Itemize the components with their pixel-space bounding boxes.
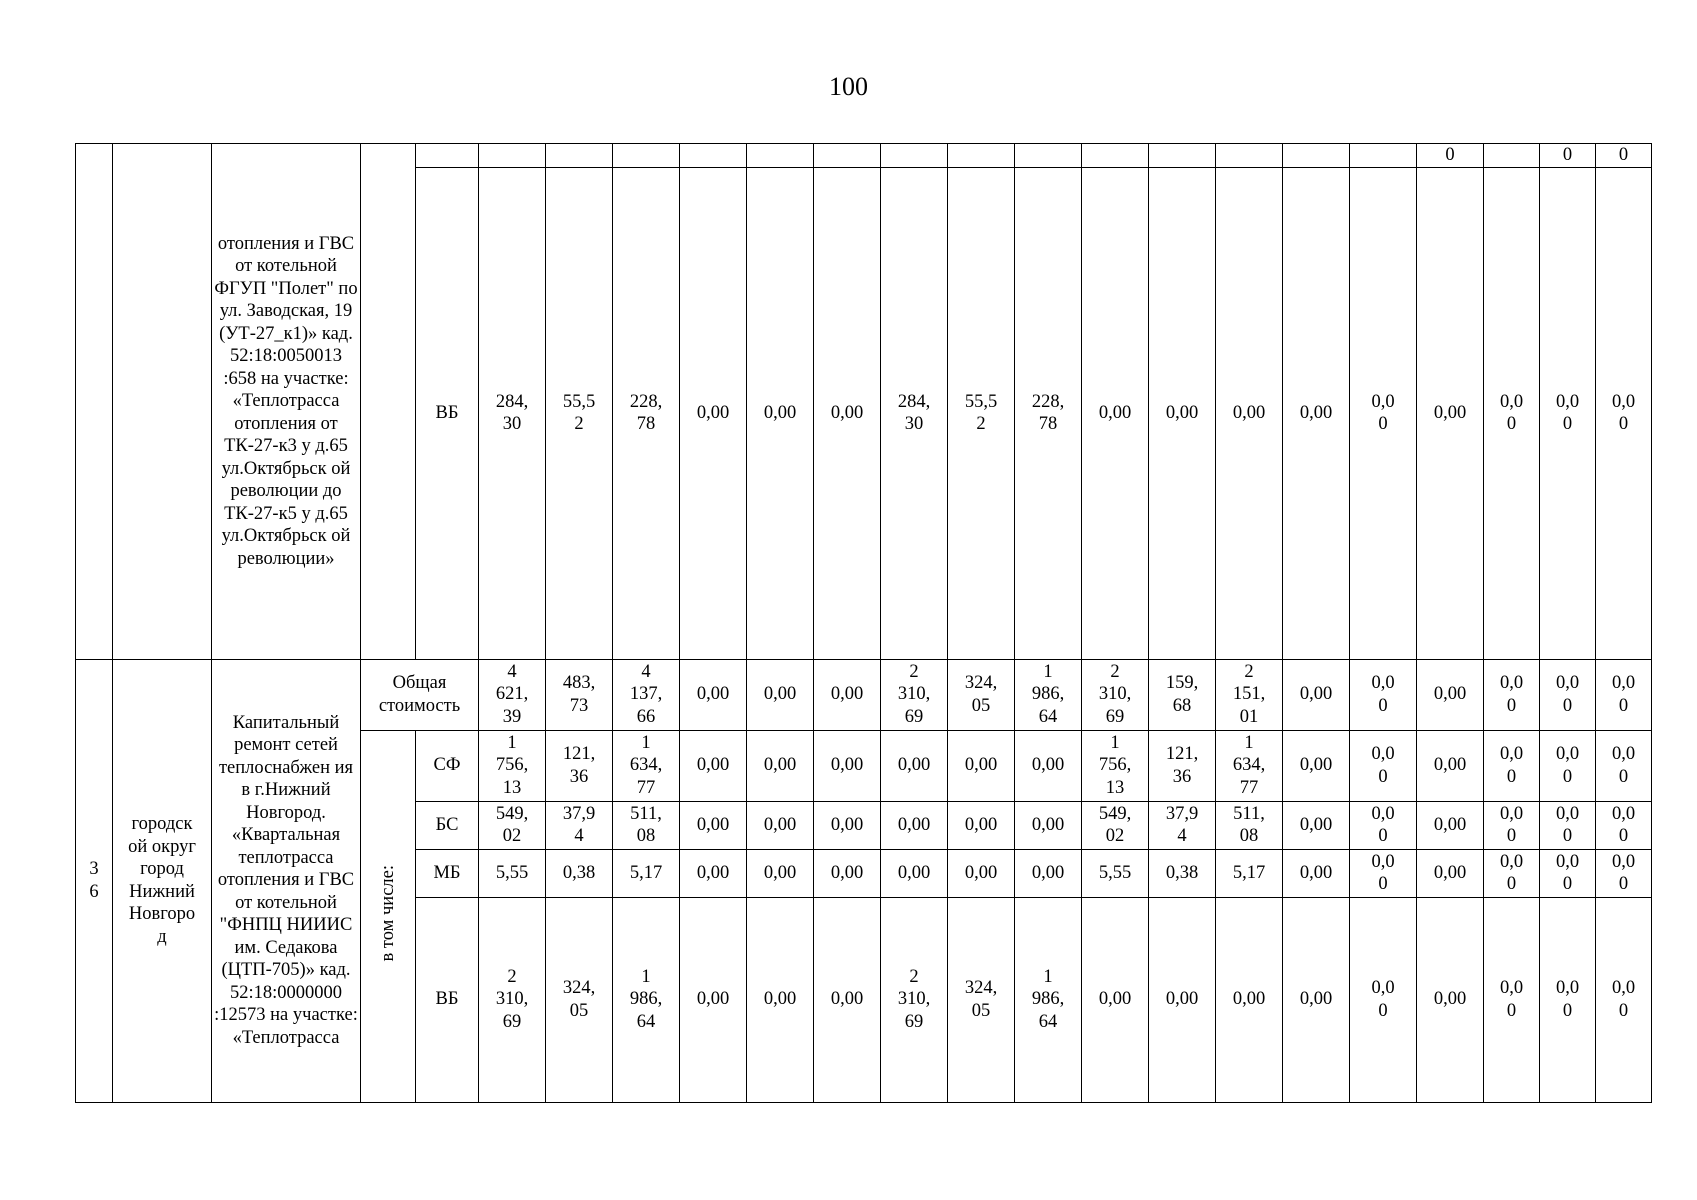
value-cell: 0,00: [1417, 801, 1484, 849]
value-cell: 0,00: [747, 897, 814, 1102]
strip-cell: [747, 144, 814, 168]
value-cell: 0,0 0: [1596, 167, 1652, 659]
strip-cell: [613, 144, 680, 168]
value-cell: 2 310, 69: [1082, 659, 1149, 730]
value-cell: 511, 08: [1216, 801, 1283, 849]
prev-row-label-cell: [361, 144, 416, 660]
row-label: БС: [416, 801, 479, 849]
value-cell: 0,0 0: [1596, 659, 1652, 730]
row-number: 3 6: [76, 659, 113, 1102]
value-cell: 1 756, 13: [1082, 730, 1149, 801]
value-cell: 0,00: [1417, 730, 1484, 801]
value-cell: 4 137, 66: [613, 659, 680, 730]
value-cell: 0,00: [1417, 167, 1484, 659]
strip-cell: [546, 144, 613, 168]
value-cell: 1 986, 64: [1015, 659, 1082, 730]
value-cell: 0,00: [881, 849, 948, 897]
value-cell: 284, 30: [479, 167, 546, 659]
value-cell: 549, 02: [479, 801, 546, 849]
strip-cell: [948, 144, 1015, 168]
value-cell: 0,00: [948, 730, 1015, 801]
value-cell: 228, 78: [1015, 167, 1082, 659]
value-cell: 0,00: [747, 167, 814, 659]
value-cell: 0,00: [1015, 730, 1082, 801]
value-cell: 0,00: [680, 897, 747, 1102]
value-cell: 0,00: [680, 801, 747, 849]
value-cell: 1 634, 77: [613, 730, 680, 801]
strip-cell: [1216, 144, 1283, 168]
strip-cell: [1149, 144, 1216, 168]
value-cell: 0,00: [881, 801, 948, 849]
value-cell: 5,17: [1216, 849, 1283, 897]
value-cell: 0,0 0: [1596, 897, 1652, 1102]
row-label: МБ: [416, 849, 479, 897]
prev-row-strip: [76, 144, 1652, 168]
value-cell: 5,55: [479, 849, 546, 897]
value-cell: 0,00: [747, 730, 814, 801]
row-label: СФ: [416, 730, 479, 801]
value-cell: 0,00: [814, 801, 881, 849]
value-cell: 0,0 0: [1484, 897, 1540, 1102]
value-cell: 0,38: [546, 849, 613, 897]
value-cell: 0,0 0: [1484, 167, 1540, 659]
value-cell: 2 310, 69: [881, 897, 948, 1102]
value-cell: 549, 02: [1082, 801, 1149, 849]
value-cell: 2 310, 69: [881, 659, 948, 730]
value-cell: 0,0 0: [1350, 167, 1417, 659]
value-cell: 0,00: [814, 897, 881, 1102]
strip-cell: 0: [1540, 144, 1596, 168]
strip-cell: [680, 144, 747, 168]
value-cell: 0,00: [881, 730, 948, 801]
strip-cell: [416, 144, 479, 168]
value-cell: 511, 08: [613, 801, 680, 849]
value-cell: 0,0 0: [1484, 849, 1540, 897]
prev-row-description: отопления и ГВС от котельной ФГУП "Полет" по ул. Заводская, 19 (УТ-27_к1)» кад. 52:18:0050013 :658 на участке: «Теплотрасса отопления от ТК-27-к3 у д.65 ул.Октябрьск ой революции до ТК-27-к5 у д.65 ул.Октябрьск ой революции»: [212, 144, 361, 660]
value-cell: 0,00: [1283, 167, 1350, 659]
value-cell: 228, 78: [613, 167, 680, 659]
prev-row-number-cell: [76, 144, 113, 660]
value-cell: 0,00: [1283, 849, 1350, 897]
value-cell: 0,00: [814, 167, 881, 659]
value-cell: 0,0 0: [1540, 897, 1596, 1102]
value-cell: 0,00: [680, 849, 747, 897]
value-cell: 0,0 0: [1484, 801, 1540, 849]
value-cell: 0,00: [814, 730, 881, 801]
value-cell: 0,0 0: [1350, 849, 1417, 897]
value-cell: 55,5 2: [948, 167, 1015, 659]
budget-table: [75, 143, 1652, 1103]
value-cell: 324, 05: [948, 659, 1015, 730]
value-cell: 324, 05: [546, 897, 613, 1102]
strip-cell: [1283, 144, 1350, 168]
strip-cell: [881, 144, 948, 168]
value-cell: 0,0 0: [1540, 849, 1596, 897]
value-cell: 1 634, 77: [1216, 730, 1283, 801]
value-cell: 0,00: [1417, 849, 1484, 897]
value-cell: 284, 30: [881, 167, 948, 659]
value-cell: 0,00: [1417, 897, 1484, 1102]
value-cell: 0,00: [1015, 801, 1082, 849]
in-that-number-cell: [361, 730, 416, 1102]
value-cell: 0,0 0: [1596, 730, 1652, 801]
value-cell: 0,00: [1283, 730, 1350, 801]
strip-cell: [1350, 144, 1417, 168]
value-cell: 0,0 0: [1540, 659, 1596, 730]
value-cell: 0,00: [1283, 801, 1350, 849]
value-cell: 0,00: [680, 659, 747, 730]
value-cell: 0,00: [747, 849, 814, 897]
row-36-total: [76, 659, 1652, 730]
value-cell: 483, 73: [546, 659, 613, 730]
page-number: 100: [829, 72, 868, 101]
value-cell: 0,00: [1283, 659, 1350, 730]
value-cell: 0,00: [1417, 659, 1484, 730]
prev-row-municipality-cell: [113, 144, 212, 660]
value-cell: 0,38: [1149, 849, 1216, 897]
value-cell: 37,9 4: [1149, 801, 1216, 849]
value-cell: 5,55: [1082, 849, 1149, 897]
value-cell: 0,00: [948, 801, 1015, 849]
value-cell: 0,00: [948, 849, 1015, 897]
value-cell: 0,0 0: [1350, 659, 1417, 730]
value-cell: 0,0 0: [1540, 167, 1596, 659]
value-cell: 4 621, 39: [479, 659, 546, 730]
value-cell: 0,00: [814, 849, 881, 897]
value-cell: 1 756, 13: [479, 730, 546, 801]
value-cell: 0,00: [1082, 167, 1149, 659]
value-cell: 0,00: [814, 659, 881, 730]
strip-cell: [1082, 144, 1149, 168]
value-cell: 0,0 0: [1540, 730, 1596, 801]
value-cell: 0,00: [680, 167, 747, 659]
value-cell: 0,00: [1015, 849, 1082, 897]
value-cell: 2 151, 01: [1216, 659, 1283, 730]
row-label: ВБ: [416, 897, 479, 1102]
value-cell: 0,00: [747, 801, 814, 849]
strip-cell: [1484, 144, 1540, 168]
strip-cell: 0: [1417, 144, 1484, 168]
value-cell: 1 986, 64: [613, 897, 680, 1102]
row-label: ВБ: [416, 167, 479, 659]
value-cell: 121, 36: [546, 730, 613, 801]
value-cell: 37,9 4: [546, 801, 613, 849]
project-description: Капитальный ремонт сетей теплоснабжен ия в г.Нижний Новгород. «Квартальная теплотрасса отопления и ГВС от котельной "ФНПЦ НИИИС им. Седакова (ЦТП-705)» кад. 52:18:0000000 :12573 на участке: «Теплотрасса: [212, 659, 361, 1102]
value-cell: 0,00: [1149, 897, 1216, 1102]
value-cell: 2 310, 69: [479, 897, 546, 1102]
value-cell: 0,0 0: [1484, 730, 1540, 801]
value-cell: 0,00: [680, 730, 747, 801]
value-cell: 55,5 2: [546, 167, 613, 659]
value-cell: 1 986, 64: [1015, 897, 1082, 1102]
value-cell: 5,17: [613, 849, 680, 897]
value-cell: 0,0 0: [1596, 849, 1652, 897]
value-cell: 0,00: [1216, 167, 1283, 659]
value-cell: 0,00: [747, 659, 814, 730]
row-label: Общая стоимость: [361, 659, 479, 730]
strip-cell: [1015, 144, 1082, 168]
value-cell: 0,00: [1149, 167, 1216, 659]
value-cell: 0,0 0: [1540, 801, 1596, 849]
value-cell: 121, 36: [1149, 730, 1216, 801]
value-cell: 159, 68: [1149, 659, 1216, 730]
value-cell: 324, 05: [948, 897, 1015, 1102]
value-cell: 0,00: [1216, 897, 1283, 1102]
strip-cell: [814, 144, 881, 168]
value-cell: 0,0 0: [1484, 659, 1540, 730]
value-cell: 0,0 0: [1350, 897, 1417, 1102]
value-cell: 0,0 0: [1350, 730, 1417, 801]
in-that-number-label: в том числе:: [378, 864, 398, 961]
value-cell: 0,0 0: [1350, 801, 1417, 849]
value-cell: 0,0 0: [1596, 801, 1652, 849]
value-cell: 0,00: [1283, 897, 1350, 1102]
strip-cell: 0: [1596, 144, 1652, 168]
value-cell: 0,00: [1082, 897, 1149, 1102]
municipality-cell: городск ой округ город Нижний Новгоро д: [113, 659, 212, 1102]
strip-cell: [479, 144, 546, 168]
